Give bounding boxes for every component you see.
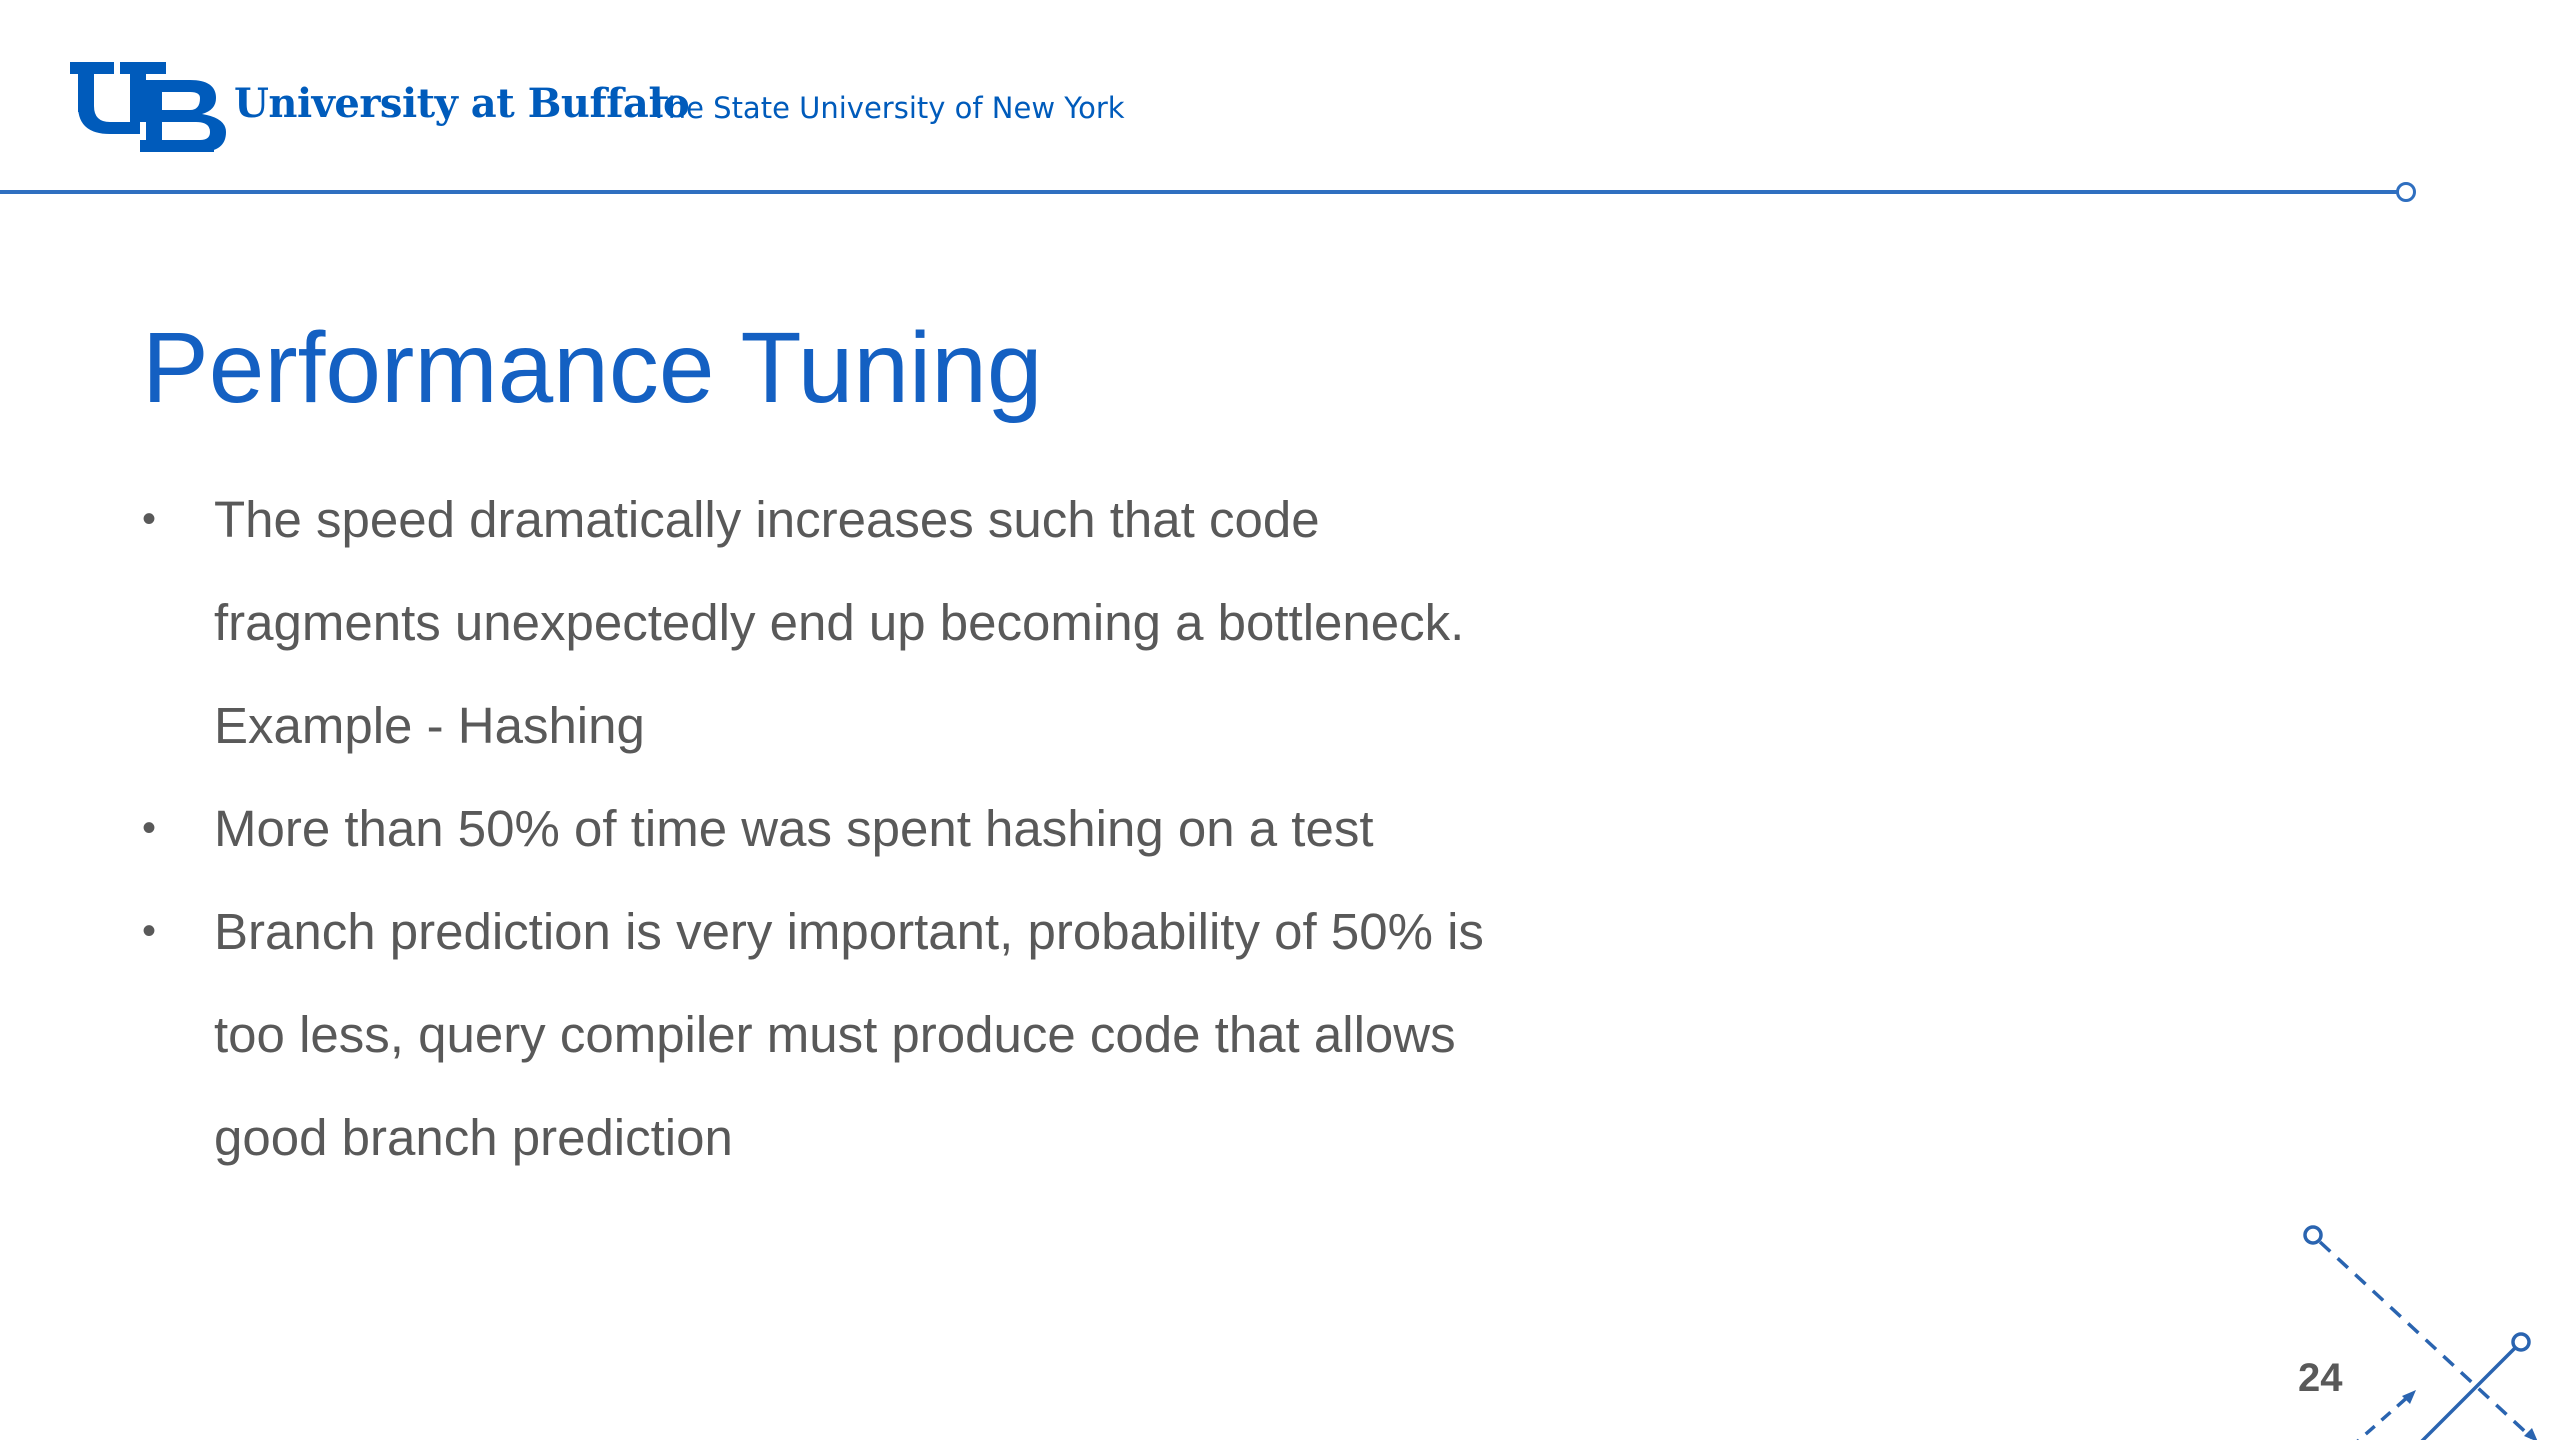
bullet-line: good branch prediction: [214, 1109, 733, 1166]
bullet-line: too less, query compiler must produce code that allows: [214, 1006, 1456, 1063]
bullet-dot-icon: •: [142, 909, 157, 953]
bullet-dot-icon: •: [142, 806, 157, 850]
slide-title: Performance Tuning: [142, 312, 1043, 424]
page-number: 24: [2298, 1356, 2343, 1400]
bullet-dot-icon: •: [142, 497, 157, 541]
header-rule-end-circle: [2396, 182, 2416, 202]
ub-logo-icon: [70, 62, 230, 152]
header-rule: [0, 190, 2400, 194]
bullet-line: Branch prediction is very important, probability of 50% is: [214, 903, 1484, 960]
suny-subtitle: The State University of New York: [650, 91, 1125, 125]
bullet-line: fragments unexpectedly end up becoming a bottleneck.: [214, 594, 1465, 651]
bullet-list: [142, 468, 1642, 1189]
bullet-line: More than 50% of time was spent hashing on a test: [214, 800, 1374, 857]
bullet-line: The speed dramatically increases such that code: [214, 491, 1320, 548]
bullet-item: [142, 777, 1642, 880]
bullet-item: [142, 468, 1642, 777]
corner-decoration-icon: [2280, 1210, 2560, 1440]
bullet-line: Example - Hashing: [214, 697, 645, 754]
university-name: University at Buffalo: [234, 80, 690, 127]
bullet-item: [142, 880, 1642, 1189]
